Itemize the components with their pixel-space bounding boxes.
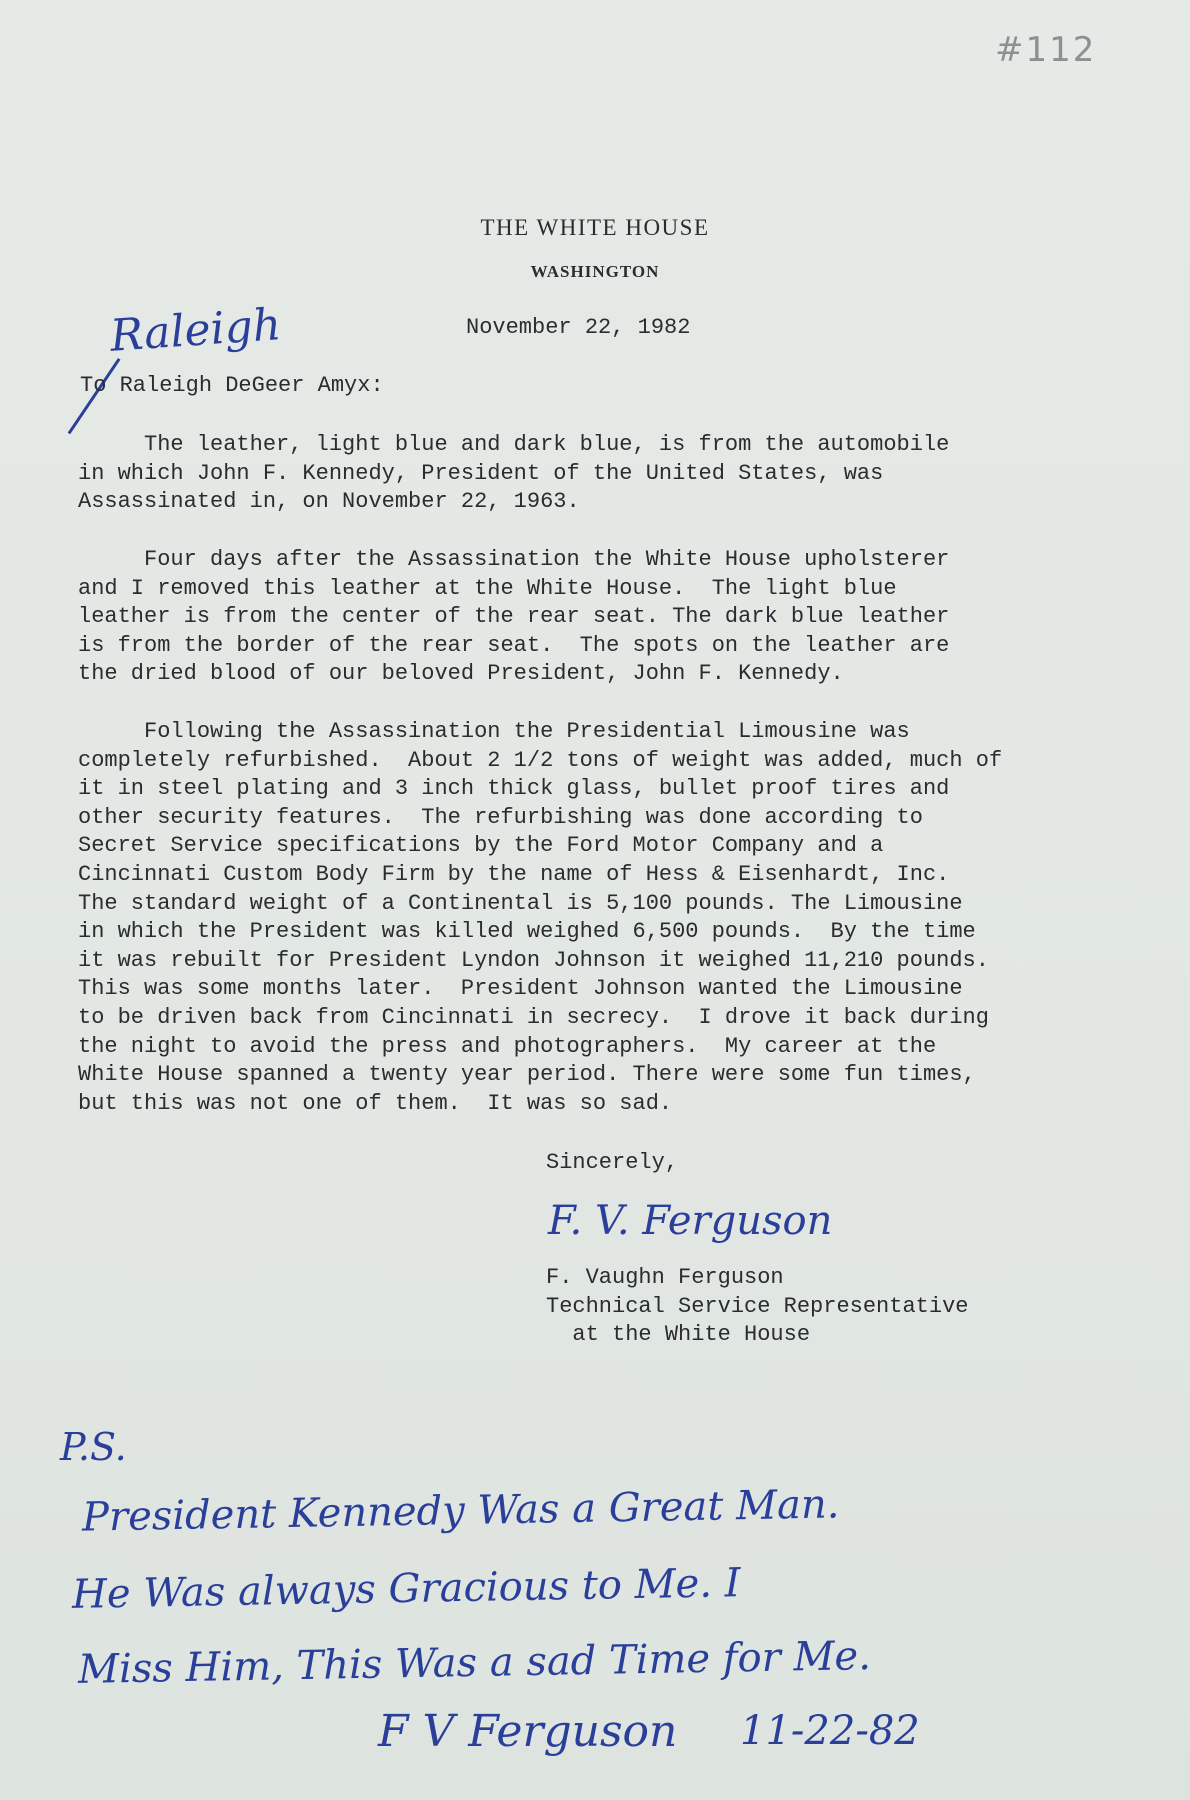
postscript-line-3: Miss Him, This Was a sad Time for Me. <box>77 1633 872 1693</box>
letterhead-title: THE WHITE HOUSE <box>480 215 710 240</box>
body-paragraph-2: Four days after the Assassination the White House upholsterer and I removed this leather at the White House. The light blue leather is from the center of the rear seat. The dark blue leather is from the border of the rear seat. The spots on the leather are the dried blood of our beloved President, John F. Kennedy. <box>78 547 950 687</box>
postscript-line-2: He Was always Gracious to Me. I <box>71 1560 741 1618</box>
letterhead-subtitle: WASHINGTON <box>530 262 660 281</box>
salutation: To Raleigh DeGeer Amyx: <box>80 373 384 398</box>
postscript-line-1: President Kennedy Was a Great Man. <box>81 1481 840 1541</box>
catalog-number-pencil: #112 <box>995 30 1097 70</box>
body-paragraph-3: Following the Assassination the Presidential Limousine was completely refurbished. About 2 1/2 tons of weight was added, much of it in steel plating and 3 inch thick glass, bullet proof tires and other security features. The refurbishing was done according to Secret Service specifications by the Ford Motor Company and a Cincinnati Custom Body Firm by the name of Hess & Eisenhardt, Inc. The standard weight of a Continental is 5,100 pounds. The Limousine in which the President was killed weighed 6,500 pounds. By the time it was rebuilt for President Lyndon Johnson it weighed 11,210 pounds. This was some months later. President Johnson wanted the Limousine to be driven back from Cincinnati in secrecy. I drove it back during the night to avoid the press and photographers. My career at the White House spanned a twenty year period. There were some fun times, but this was not one of them. It was so sad. <box>78 719 1003 1116</box>
handwritten-greeting: Raleigh <box>108 299 283 362</box>
signature-block: F. Vaughn Ferguson Technical Service Representative at the White House <box>546 1265 969 1348</box>
closing: Sincerely, <box>546 1150 679 1175</box>
letter-date: November 22, 1982 <box>466 315 691 340</box>
postscript-signature: F V Ferguson <box>378 1706 678 1757</box>
postscript-label: P.S. <box>60 1425 127 1469</box>
body-paragraph-1: The leather, light blue and dark blue, is from the automobile in which John F. Kennedy, President of the United States, was Assassinated in, on November 22, 1963. <box>78 432 950 515</box>
postscript-date: 11-22-82 <box>740 1708 920 1754</box>
handwritten-signature: F. V. Ferguson <box>548 1198 833 1244</box>
